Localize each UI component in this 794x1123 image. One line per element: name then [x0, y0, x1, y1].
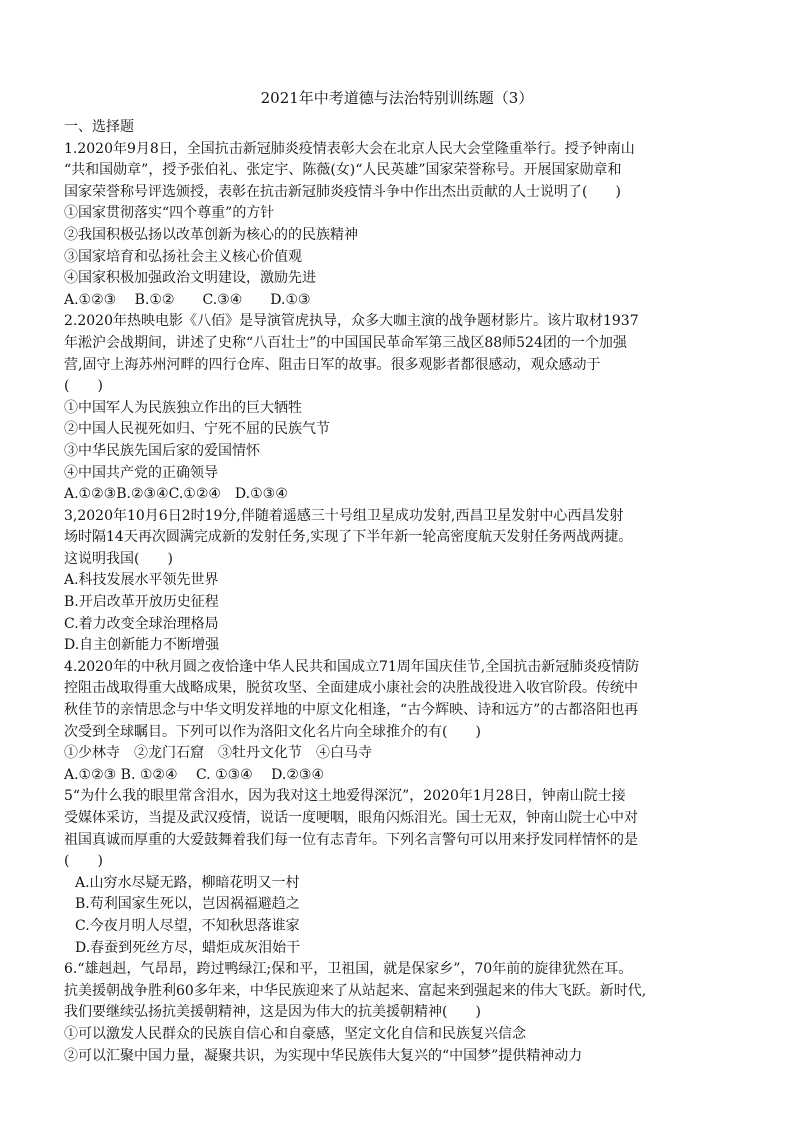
text-line: ( ): [64, 853, 103, 870]
text-line: 祖国真诚而厚重的大爱鼓舞着我们每一位有志青年。下列名言警句可以用来抒发同样情怀的是: [64, 831, 638, 848]
text-line: 次受到全球瞩目。下列可以作为洛阳文化名片向全球推介的有( ): [64, 723, 481, 740]
text-line: 1.2020年9月8日，全国抗击新冠肺炎疫情表彰大会在北京人民大会堂隆重举行。授予钟南山: [64, 140, 635, 157]
answer-choice: C.着力改变全球治理格局: [64, 615, 219, 632]
option-line: ②可以汇聚中国力量，凝聚共识，为实现中华民族伟大复兴的“中国梦”提供精神动力: [64, 1047, 583, 1064]
option-line: ③中华民族先国后家的爱国情怀: [64, 442, 260, 459]
option-line: ①少林寺 ②龙门石窟 ③牡丹文化节 ④白马寺: [64, 745, 372, 762]
text-line: 6.“雄赳赳，气昂昂，跨过鸭绿江;保和平，卫祖国，就是保家乡”，70年前的旋律犹然在耳。: [64, 961, 633, 978]
text-line: 3,2020年10月6日2时19分,伴随着遥感三十号组卫星成功发射,西昌卫星发射中心西昌发射: [64, 507, 624, 524]
option-line: ①国家贯彻落实“四个尊重”的方针: [64, 205, 275, 222]
answer-choice: B.开启改革开放历史征程: [64, 594, 219, 611]
text-line: “共和国勋章”，授予张伯礼、张定宇、陈薇(女)“人民英雄”国家荣誉称号。开展国家勋章和: [64, 162, 622, 179]
text-line: 场时隔14天再次圆满完成新的发射任务,实现了下半年新一轮高密度航天发射任务两战两捷。: [64, 529, 633, 546]
option-line: ①可以激发人民群众的民族自信心和自豪感，坚定文化自信和民族复兴信念: [64, 1025, 526, 1042]
answer-choices: A.①②③B.②③④C.①②④ D.①③④: [64, 486, 288, 503]
document-title: 2021年中考道德与法治特别训练题（3）: [260, 89, 534, 107]
section-heading: 一、选择题: [64, 119, 134, 135]
text-line: 营,固守上海苏州河畔的四行仓库、阻击日军的故事。很多观影者都很感动，观众感动于: [64, 356, 601, 373]
option-line: ③国家培育和弘扬社会主义核心价值观: [64, 248, 302, 265]
text-line: 2.2020年热映电影《八佰》是导演管虎执导，众多大咖主演的战争题材影片。该片取材1937: [64, 313, 639, 330]
answer-choice: A.山穷水尽疑无路，柳暗花明又一村: [75, 874, 300, 891]
answer-choice: B.苟利国家生死以，岂因祸福避趋之: [75, 896, 300, 913]
answer-choice: D.春蚕到死丝方尽，蜡炬成灰泪始干: [75, 939, 301, 956]
text-line: ( ): [64, 378, 103, 395]
answer-choice: A.科技发展水平领先世界: [64, 572, 219, 589]
text-line: 秋佳节的亲情思念与中华文明发祥地的中原文化相逢，“古今辉映、诗和远方”的古都洛阳也再: [64, 702, 639, 719]
option-line: ②中国人民视死如归、宁死不屈的民族气节: [64, 421, 330, 438]
answer-choices: A.①②③ B.①② C.③④ D.①③: [64, 291, 311, 308]
text-line: 4.2020年的中秋月圆之夜恰逢中华人民共和国成立71周年国庆佳节,全国抗击新冠肺炎疫情防: [64, 658, 640, 675]
text-line: 控阻击战取得重大战略成果，脱贫攻坚、全面建成小康社会的决胜战役进入收官阶段。传统中: [64, 680, 638, 697]
option-line: ④中国共产党的正确领导: [64, 464, 218, 481]
option-line: ④国家积极加强政治文明建设，激励先进: [64, 270, 316, 287]
text-line: 国家荣誉称号评选颁授，表彰在抗击新冠肺炎疫情斗争中作出杰出贡献的人士说明了( ): [64, 183, 621, 200]
answer-choices: A.①②③ B. ①②④ C. ①③④ D.②③④: [64, 766, 324, 783]
text-line: 受媒体采访，当提及武汉疫情，说话一度哽咽，眼角闪烁泪光。国士无双，钟南山院士心中对: [64, 810, 638, 826]
text-line: 这说明我国( ): [64, 550, 173, 567]
option-line: ②我国积极弘扬以改革创新为核心的的民族精神: [64, 226, 358, 243]
text-line: 5“为什么我的眼里常含泪水，因为我对这土地爱得深沉”，2020年1月28日，钟南山院士接: [64, 788, 626, 805]
document-body: [64, 117, 734, 1067]
option-line: ①中国军人为民族独立作出的巨大牺牲: [64, 399, 302, 416]
text-line: 年淞沪会战期间，讲述了史称“八百壮士”的中国国民革命军第三战区88师524团的一个加强: [64, 334, 627, 351]
text-line: 抗美援朝战争胜利60多年来，中华民族迎来了从站起来、富起来到强起来的伟大飞跃。新时代,: [64, 982, 647, 999]
answer-choice: D.自主创新能力不断增强: [64, 637, 220, 654]
text-line: 我们要继续弘扬抗美援朝精神，这是因为伟大的抗美援朝精神( ): [64, 1004, 481, 1021]
answer-choice: C.今夜月明人尽望，不知秋思落谁家: [75, 917, 300, 934]
